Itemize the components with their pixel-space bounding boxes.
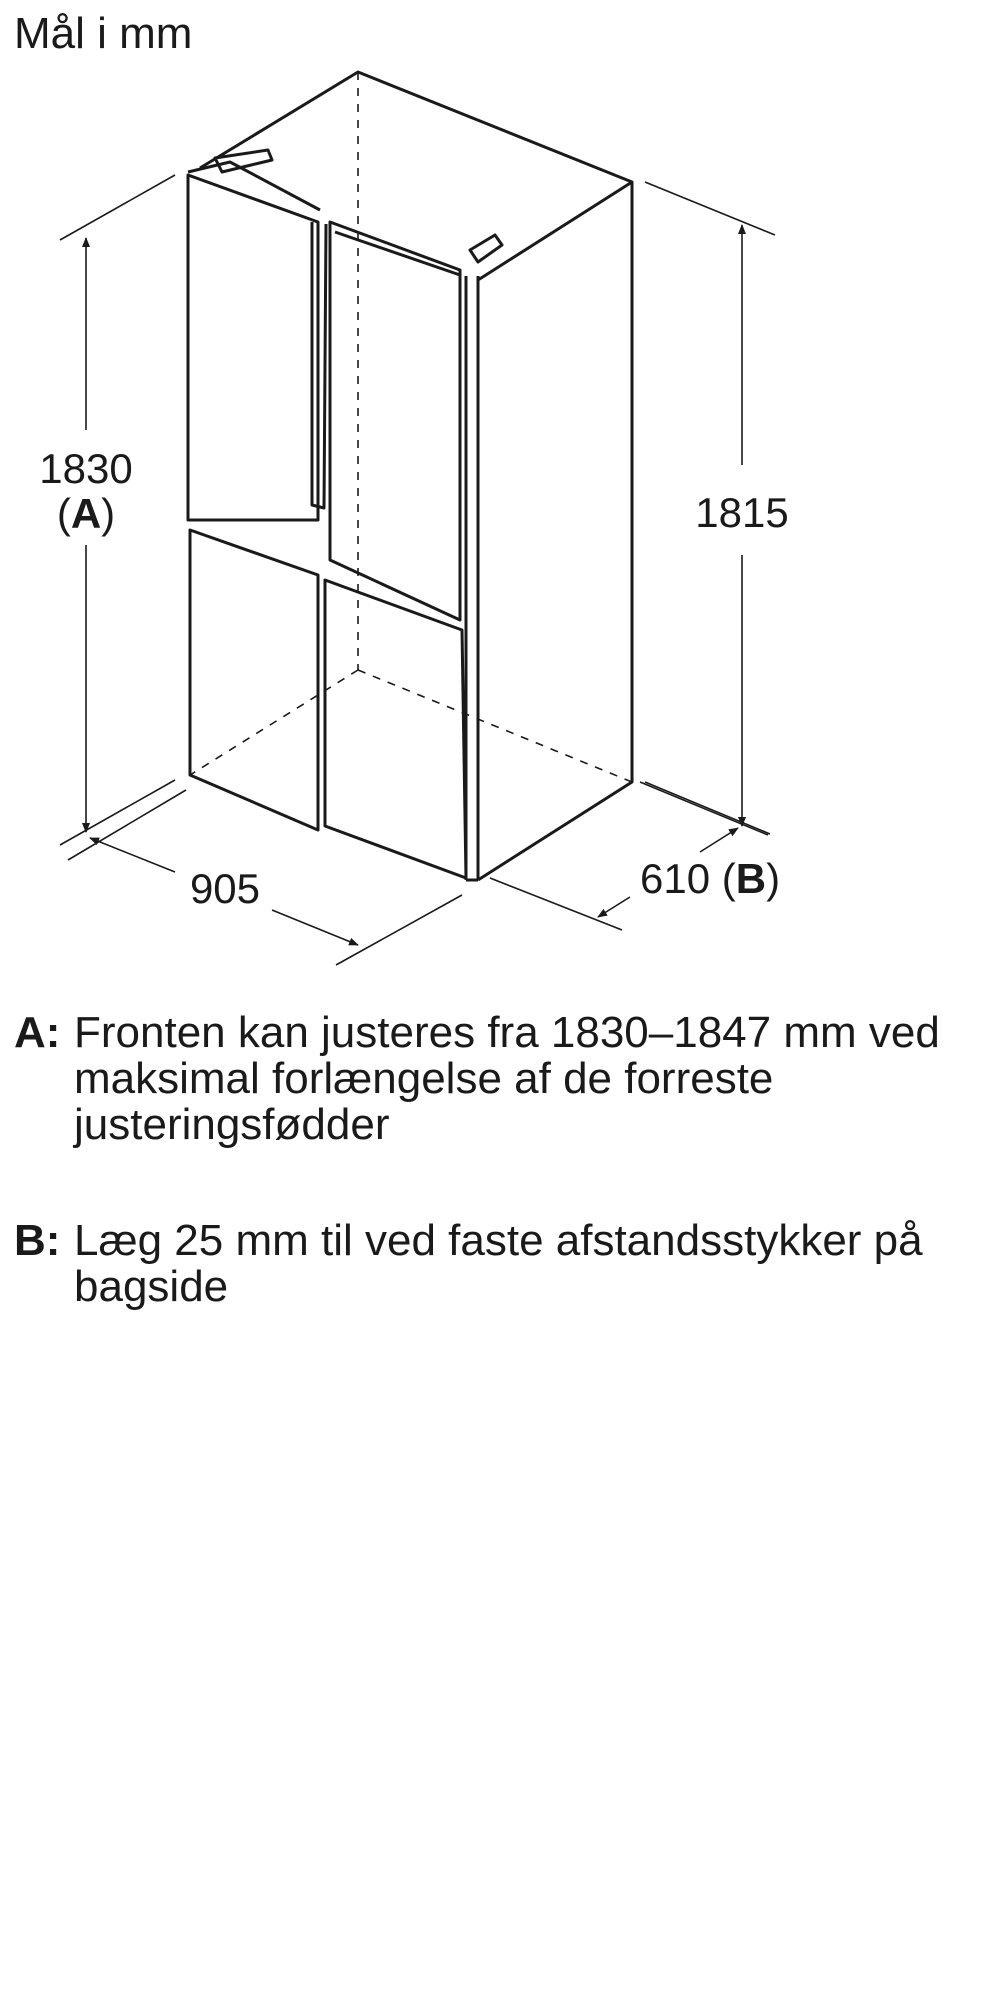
- diagram-title: Mål i mm: [14, 9, 193, 58]
- height-side-label: 1815: [695, 489, 789, 536]
- refrigerator-drawing: [188, 72, 632, 880]
- note-key: B:: [14, 1216, 61, 1265]
- height-front-label: 1830: [39, 445, 133, 492]
- width-label: 905: [189, 865, 261, 912]
- note-a: [14, 1010, 984, 1148]
- height-front-ref-label: (A): [56, 490, 116, 537]
- dimension-lines: [60, 175, 775, 965]
- note-text: Fronten kan justeres fra 1830–1847 mm ved maksimal forlængelse af de forreste justeringsfødder: [74, 1008, 940, 1149]
- note-b: [14, 1218, 984, 1310]
- note-key: A:: [14, 1008, 61, 1057]
- note-text: Læg 25 mm til ved faste afstandsstykker på bagside: [74, 1216, 923, 1311]
- depth-label: 610 (B): [640, 855, 781, 902]
- notes: [14, 1010, 984, 1310]
